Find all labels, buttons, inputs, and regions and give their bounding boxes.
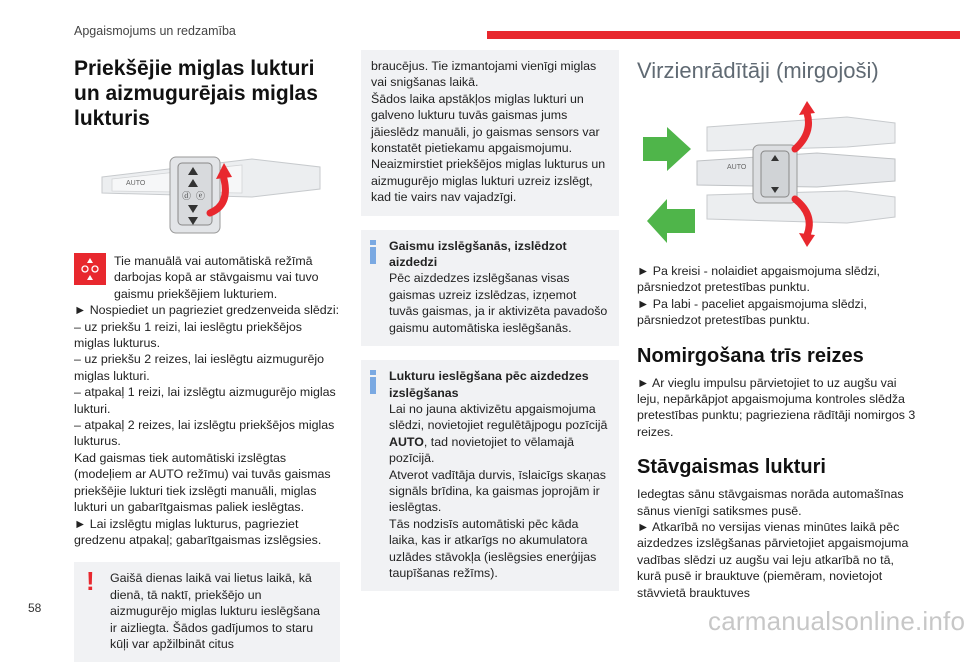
green-arrow-left-icon bbox=[647, 199, 695, 243]
info-icon bbox=[370, 240, 376, 264]
parking-lights-instruction: ► Atkarībā no versijas vienas minūtes laikā pēc aizdedzes izslēgšanas pārvietojiet apgaismojuma vadības slēdzi uz augšu vai leju atkarībā no tā, kurā pusē ir brauktuve (piemēram, novietojot stāvvietā brauktuves bbox=[637, 520, 909, 600]
instruction-line: ► Pa labi - paceliet apgaismojuma slēdzi, pārsniedzot pretestības punktu. bbox=[637, 296, 867, 328]
info-box-title: Lukturu ieslēgšana pēc aizdedzes izslēgšanas bbox=[389, 369, 589, 400]
instruction-line: – atpakaļ 1 reizi, lai izslēgtu aizmugurējo miglas lukturi. bbox=[74, 385, 336, 416]
watermark: carmanualsonline.info bbox=[708, 606, 965, 636]
warning-text: Gaišā dienas laikā vai lietus laikā, kā dienā, tā naktī, priekšējo un aizmugurējo miglas lukturu ieslēgšana ir aizliegta. Šādos gadījumos to staru kūļi var apžilbināt citus bbox=[110, 571, 321, 651]
header-accent-bar bbox=[487, 31, 960, 39]
section-heading-parking-lights: Stāvgaismas lukturi bbox=[637, 456, 826, 479]
warning-continued-line: Neaizmirstiet priekšējos miglas lukturus un aizmugurējo miglas lukturi uzreiz izslēgt, kad tie vairs nav vajadzīgi. bbox=[371, 157, 606, 205]
info-box-text: Atverot vadītāja durvis, īslaicīgs skaņas signāls brīdina, ka gaismas joprojām ir ieslēgtas. bbox=[389, 467, 606, 515]
indicator-instructions bbox=[637, 263, 917, 329]
info-box-lights-on-after-ignition bbox=[361, 360, 619, 591]
instruction-line: – atpakaļ 2 reizes, lai izslēgtu priekšējos miglas lukturus. bbox=[74, 418, 335, 449]
auto-label: AUTO bbox=[389, 434, 424, 449]
instruction-line: ► Lai izslēgtu miglas lukturus, pagrieziet gredzenu atpakaļ; gabarītgaismas izslēgsies. bbox=[74, 516, 322, 547]
parking-lights-text bbox=[637, 486, 917, 601]
indicator-stalk-illustration bbox=[637, 99, 897, 249]
warning-box bbox=[74, 562, 340, 662]
warning-box-continued bbox=[361, 50, 619, 216]
column-3 bbox=[637, 50, 917, 601]
parking-lights-paragraph: Iedegtas sānu stāvgaismas norāda automašīnas sānus vienīgi satiksmes pusē. bbox=[637, 487, 904, 518]
info-box-text: Pēc aizdedzes izslēgšanas visas gaismas uzreiz izslēdzas, izņemot tuvās gaismas, ja ir aktivizēta pavadošo gaismu automātiska ieslēgšanās. bbox=[389, 271, 608, 335]
warning-continued-line: Šādos laika apstākļos miglas lukturi un galveno lukturu tuvās gaismas jums jāieslēdz manuāli, jo gaismas sensors var konstatēt pietiekamu apgaismojumu. bbox=[371, 91, 600, 156]
instruction-line: ► Pa kreisi - nolaidiet apgaismojuma slēdzi, pārsniedzot pretestības punktu. bbox=[637, 264, 880, 295]
info-box-text: Lai no jauna aktivizētu apgaismojuma slēdzi, novietojiet regulētājpogu pozīcijā AUTO, tad novietojiet to vēlamajā pozīcijā. bbox=[389, 401, 608, 466]
info-box-title: Gaismu izslēgšanās, izslēdzot aizdedzi bbox=[389, 238, 567, 270]
svg-text:ⓔ: ⓔ bbox=[196, 192, 206, 202]
info-box-lights-off bbox=[361, 230, 619, 346]
header-title: Apgaismojums un redzamība bbox=[74, 24, 236, 38]
fog-instructions bbox=[74, 302, 340, 548]
instruction-line: – uz priekšu 2 reizes, lai ieslēgtu aizmugurējo miglas lukturi. bbox=[74, 352, 325, 383]
fog-lamp-icon bbox=[74, 253, 106, 285]
instruction-line: Kad gaismas tiek automātiski izslēgtas (modeļiem ar AUTO režīmu) vai tuvās gaismas priekšējie lukturi tiek izslēgti manuāli, miglas lukturi un gabarītgaismas paliek ieslēgtas. bbox=[74, 450, 331, 515]
svg-text:ⓓ: ⓓ bbox=[182, 192, 192, 202]
fog-light-switch-illustration bbox=[92, 149, 324, 239]
section-heading-indicators: Virzienrādītāji (mirgojoši) bbox=[637, 58, 879, 83]
warning-icon: ! bbox=[86, 566, 95, 597]
intro-text: Tie manuālā vai automātiskā režīmā darbojas kopā ar stāvgaismu vai tuvo gaismu priekšējiem lukturiem. bbox=[114, 254, 319, 301]
instruction-line: – uz priekšu 1 reizi, lai ieslēgtu priekšējos miglas lukturus. bbox=[74, 319, 302, 351]
column-2 bbox=[361, 50, 619, 591]
fig1-auto-label: AUTO bbox=[126, 180, 146, 187]
triple-flash-text bbox=[637, 375, 917, 441]
fig3-auto-label: AUTO bbox=[727, 164, 747, 171]
fog-mode-intro bbox=[74, 253, 340, 302]
section-heading-fog-lights: Priekšējie miglas lukturi un aizmugurējais miglas lukturis bbox=[74, 57, 318, 130]
green-arrow-right-icon bbox=[643, 127, 691, 171]
triple-flash-paragraph: ► Ar vieglu impulsu pārvietojiet to uz augšu vai leju, nepārkāpjot apgaismojuma kontroles slēdža pretestības punktu; pagrieziena rādītāji nomirgos 3 reizes. bbox=[637, 375, 916, 439]
info-box-text: Tās nodzisīs automātiski pēc kāda laika, kas ir atkarīgs no akumulatora uzlādes stāvokļa (ieslēgsies enerģijas taupīšanas režīms). bbox=[389, 516, 597, 580]
page-number: 58 bbox=[28, 601, 42, 615]
column-1 bbox=[74, 50, 340, 662]
info-icon bbox=[370, 370, 376, 394]
instruction-line: ► Nospiediet un pagrieziet gredzenveida slēdzi: bbox=[74, 303, 340, 318]
section-heading-triple-flash: Nomirgošana trīs reizes bbox=[637, 344, 864, 367]
warning-continued-line: braucējus. Tie izmantojami vienīgi miglas vai snigšanas laikā. bbox=[371, 59, 597, 90]
